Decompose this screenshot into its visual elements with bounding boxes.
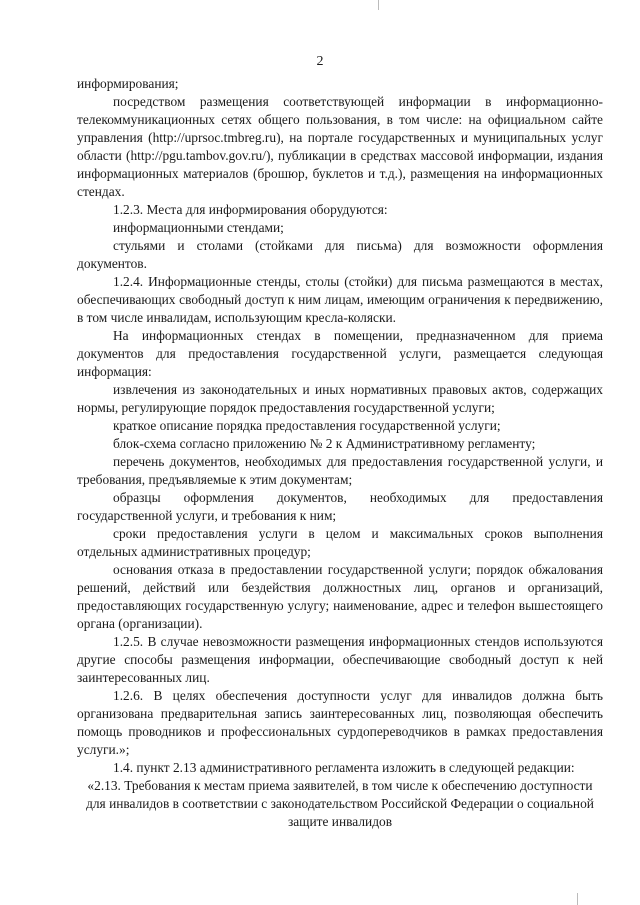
paragraph: блок-схема согласно приложению № 2 к Административному регламенту; (113, 436, 536, 451)
paragraph: основания отказа в предоставлении государственной услуги; порядок обжалования решений, действий или бездействия должностных лиц, органов и организаций, предоставляющих государственную услугу; наименование, адрес и телефон вышестоящего органа (организации). (77, 562, 603, 631)
paragraph: краткое описание порядка предоставления государственной услуги; (113, 418, 501, 433)
scan-mark-bottom (577, 893, 578, 905)
page-number: 2 (316, 54, 324, 69)
paragraph: 1.4. пункт 2.13 административного регламента изложить в следующей редакции: (113, 760, 575, 775)
paragraph: образцы оформления документов, необходимых для предоставления государственной услуги, и требования к ним; (77, 490, 603, 523)
paragraph: информационными стендами; (113, 220, 284, 235)
paragraph: перечень документов, необходимых для предоставления государственной услуги, и требования, предъявляемые к этим документам; (77, 454, 603, 487)
paragraph: 1.2.5. В случае невозможности размещения информационных стендов используются другие способы размещения информации, обеспечивающие свободный доступ к ней заинтересованных лиц. (77, 634, 603, 685)
document-body (77, 75, 603, 831)
paragraph: 1.2.6. В целях обеспечения доступности услуг для инвалидов должна быть организована предварительная запись заинтересованных лиц, позволяющая обеспечить помощь проводников и профессиональных сурдопереводчиков в рамках предоставления услуги.»; (77, 688, 603, 757)
scan-mark-top (378, 0, 379, 10)
paragraph: 1.2.3. Места для информирования оборудуются: (113, 202, 388, 217)
section-heading: «2.13. Требования к местам приема заявителей, в том числе к обеспечению доступности для инвалидов в соответствии с законодательством Российской Федерации о социальной защите инвалидов (86, 778, 594, 829)
paragraph: сроки предоставления услуги в целом и максимальных сроков выполнения отдельных административных процедур; (77, 526, 603, 559)
paragraph: стульями и столами (стойками для письма) для возможности оформления документов. (77, 238, 603, 271)
paragraph: информирования; (77, 76, 179, 91)
paragraph: извлечения из законодательных и иных нормативных правовых актов, содержащих нормы, регулирующие порядок предоставления государственной услуги; (77, 382, 603, 415)
paragraph: посредством размещения соответствующей информации в информационно-телекоммуникационных сетях общего пользования, в том числе: на официальном сайте управления (http://uprsoc.tmbreg.ru), на портале государственных и муниципальных услуг области (http://pgu.tambov.gov.ru/), публикации в средствах массовой информации, издания информационных материалов (брошюр, буклетов и т.д.), размещения на информационных стендах. (77, 94, 603, 199)
paragraph: 1.2.4. Информационные стенды, столы (стойки) для письма размещаются в местах, обеспечивающих свободный доступ к ним лицам, имеющим ограничения к передвижению, в том числе инвалидам, использующим кресла-коляски. (77, 274, 603, 325)
paragraph: На информационных стендах в помещении, предназначенном для приема документов для предоставления государственной услуги, размещается следующая информация: (77, 328, 603, 379)
